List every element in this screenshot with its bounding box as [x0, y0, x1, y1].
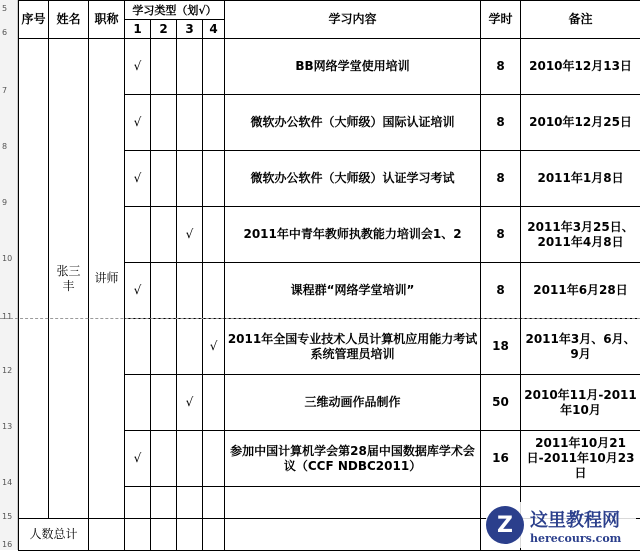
- header-notes[interactable]: 备注: [521, 1, 640, 39]
- header-title[interactable]: 职称: [89, 1, 125, 39]
- row-number[interactable]: 10: [2, 254, 12, 263]
- hours-cell[interactable]: 18: [481, 319, 521, 375]
- total-empty-cell[interactable]: [203, 519, 225, 551]
- content-cell[interactable]: 2011年全国专业技术人员计算机应用能力考试系统管理员培训: [225, 319, 481, 375]
- header-type-3[interactable]: 3: [177, 20, 203, 39]
- note-cell[interactable]: 2011年1月8日: [521, 151, 640, 207]
- seq-cell[interactable]: [19, 39, 49, 519]
- watermark-title: 这里教程网: [530, 506, 621, 532]
- study-type-2-cell[interactable]: [151, 207, 177, 263]
- note-cell[interactable]: 2010年11月-2011年10月: [521, 375, 640, 431]
- total-empty-cell[interactable]: [151, 519, 177, 551]
- study-type-2-cell[interactable]: [151, 95, 177, 151]
- hours-cell[interactable]: 16: [481, 431, 521, 487]
- row-number[interactable]: 16: [2, 540, 12, 549]
- study-type-1-cell[interactable]: [125, 207, 151, 263]
- training-record-table: [18, 0, 640, 551]
- study-type-3-cell[interactable]: [177, 95, 203, 151]
- empty-cell[interactable]: [125, 487, 151, 519]
- total-empty-cell[interactable]: [125, 519, 151, 551]
- study-type-1-cell[interactable]: [125, 319, 151, 375]
- study-type-2-cell[interactable]: [151, 375, 177, 431]
- row-number[interactable]: 5: [2, 4, 7, 13]
- study-type-3-cell[interactable]: [177, 319, 203, 375]
- header-type-1[interactable]: 1: [125, 20, 151, 39]
- study-type-4-cell[interactable]: [203, 431, 225, 487]
- study-type-4-cell[interactable]: [203, 375, 225, 431]
- row-number[interactable]: 7: [2, 86, 7, 95]
- hours-cell[interactable]: 8: [481, 39, 521, 95]
- content-cell[interactable]: BB网络学堂使用培训: [225, 39, 481, 95]
- empty-cell[interactable]: [151, 487, 177, 519]
- total-empty-cell[interactable]: [89, 519, 125, 551]
- study-type-4-cell[interactable]: [203, 207, 225, 263]
- hours-cell[interactable]: 8: [481, 151, 521, 207]
- hours-cell[interactable]: 8: [481, 207, 521, 263]
- person-name-cell[interactable]: 张三丰: [49, 39, 89, 519]
- study-type-2-cell[interactable]: [151, 319, 177, 375]
- study-type-1-cell[interactable]: [125, 375, 151, 431]
- study-type-3-cell[interactable]: [177, 431, 203, 487]
- page-break-line: [0, 318, 640, 319]
- study-type-3-cell[interactable]: [177, 39, 203, 95]
- study-type-4-cell[interactable]: [203, 95, 225, 151]
- row-header-gutter: [0, 0, 18, 550]
- row-number[interactable]: 8: [2, 142, 7, 151]
- header-seq[interactable]: 序号: [19, 1, 49, 39]
- row-number[interactable]: 12: [2, 366, 12, 375]
- header-type-2[interactable]: 2: [151, 20, 177, 39]
- hours-cell[interactable]: 50: [481, 375, 521, 431]
- site-watermark: [486, 502, 636, 548]
- empty-cell[interactable]: [225, 487, 481, 519]
- row-number[interactable]: 9: [2, 198, 7, 207]
- note-cell[interactable]: 2011年3月25日、2011年4月8日: [521, 207, 640, 263]
- note-cell[interactable]: 2011年6月28日: [521, 263, 640, 319]
- study-type-1-cell[interactable]: √: [125, 431, 151, 487]
- empty-cell[interactable]: [177, 487, 203, 519]
- total-empty-cell[interactable]: [177, 519, 203, 551]
- header-type-4[interactable]: 4: [203, 20, 225, 39]
- person-title-cell[interactable]: 讲师: [89, 39, 125, 519]
- header-name[interactable]: 姓名: [49, 1, 89, 39]
- study-type-1-cell[interactable]: √: [125, 263, 151, 319]
- study-type-2-cell[interactable]: [151, 151, 177, 207]
- row-number[interactable]: 15: [2, 512, 12, 521]
- content-cell[interactable]: 三维动画作品制作: [225, 375, 481, 431]
- study-type-1-cell[interactable]: √: [125, 151, 151, 207]
- study-type-4-cell[interactable]: [203, 263, 225, 319]
- note-cell[interactable]: 2011年3月、6月、9月: [521, 319, 640, 375]
- study-type-2-cell[interactable]: [151, 263, 177, 319]
- content-cell[interactable]: 参加中国计算机学会第28届中国数据库学术会议（CCF NDBC2011）: [225, 431, 481, 487]
- content-cell[interactable]: 课程群“网络学堂培训”: [225, 263, 481, 319]
- hours-cell[interactable]: 8: [481, 263, 521, 319]
- study-type-3-cell[interactable]: √: [177, 207, 203, 263]
- empty-cell[interactable]: [203, 487, 225, 519]
- study-type-2-cell[interactable]: [151, 431, 177, 487]
- study-type-3-cell[interactable]: [177, 263, 203, 319]
- total-empty-cell[interactable]: [225, 519, 481, 551]
- row-number[interactable]: 13: [2, 422, 12, 431]
- study-type-4-cell[interactable]: [203, 151, 225, 207]
- header-hours[interactable]: 学时: [481, 1, 521, 39]
- table-row: [19, 39, 640, 95]
- content-cell[interactable]: 2011年中青年教师执教能力培训会1、2: [225, 207, 481, 263]
- study-type-4-cell[interactable]: √: [203, 319, 225, 375]
- study-type-1-cell[interactable]: √: [125, 39, 151, 95]
- hours-cell[interactable]: 8: [481, 95, 521, 151]
- study-type-2-cell[interactable]: [151, 39, 177, 95]
- row-number[interactable]: 14: [2, 478, 12, 487]
- header-row: [19, 1, 640, 20]
- note-cell[interactable]: 2010年12月25日: [521, 95, 640, 151]
- row-number[interactable]: 11: [2, 312, 12, 321]
- note-cell[interactable]: 2010年12月13日: [521, 39, 640, 95]
- header-study-type[interactable]: 学习类型（划√）: [125, 1, 225, 20]
- study-type-3-cell[interactable]: [177, 151, 203, 207]
- content-cell[interactable]: 微软办公软件（大师级）国际认证培训: [225, 95, 481, 151]
- watermark-logo: Z: [486, 506, 524, 544]
- study-type-1-cell[interactable]: √: [125, 95, 151, 151]
- row-number[interactable]: 6: [2, 28, 7, 37]
- note-cell[interactable]: 2011年10月21日-2011年10月23日: [521, 431, 640, 487]
- content-cell[interactable]: 微软办公软件（大师级）认证学习考试: [225, 151, 481, 207]
- header-content[interactable]: 学习内容: [225, 1, 481, 39]
- watermark-url: herecours.com: [530, 532, 621, 545]
- study-type-4-cell[interactable]: [203, 39, 225, 95]
- total-label[interactable]: 人数总计: [19, 519, 89, 551]
- study-type-3-cell[interactable]: √: [177, 375, 203, 431]
